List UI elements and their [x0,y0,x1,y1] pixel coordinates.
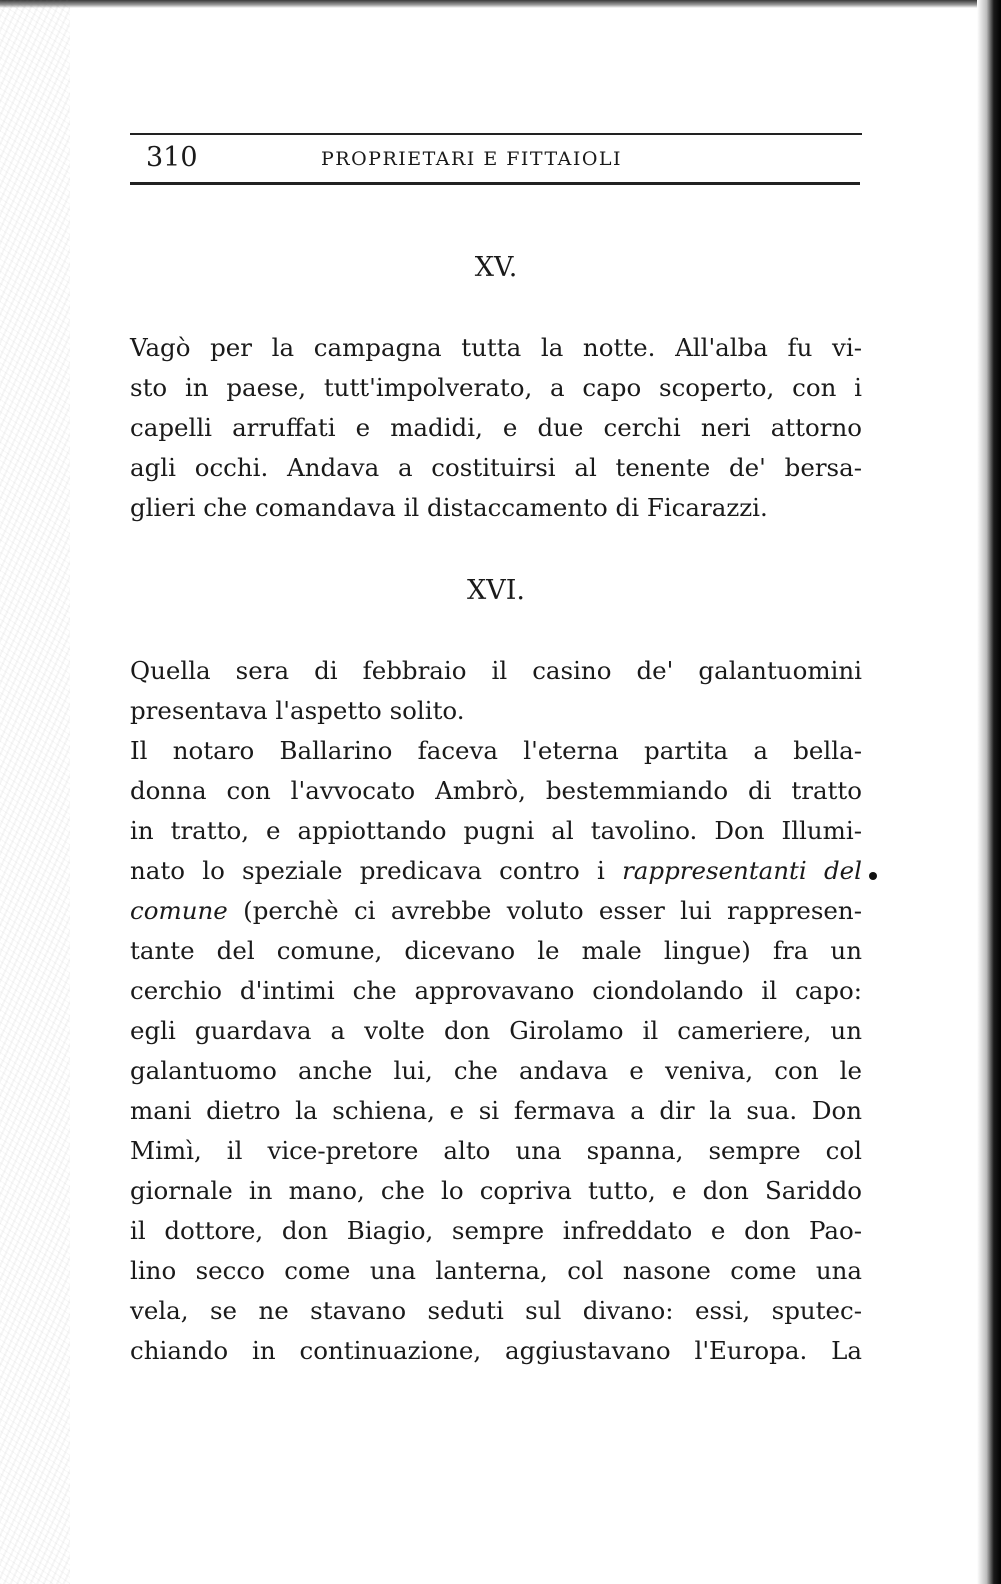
text-line: sto in paese, tutt'impolverato, a capo scoperto, con i [130,373,862,402]
text-line: in tratto, e appiottando pugni al tavolino. Don Illumi- [130,816,862,845]
text-line [130,856,862,886]
text-line [130,896,862,926]
scan-right-edge [977,0,1001,1584]
text-line: il dottore, don Biagio, sempre infreddato e don Pao- [130,1216,862,1245]
text-line: Quella sera di febbraio il casino de' galantuomini [130,656,862,685]
text-line: mani dietro la schiena, e si fermava a dir la sua. Don [130,1096,862,1125]
header-rule-bottom [130,182,860,185]
text-line: Mimì, il vice-pretore alto una spanna, sempre col [130,1136,862,1165]
italic-phrase: comune [130,896,228,925]
text-line: giornale in mano, che lo copriva tutto, e don Sariddo [130,1176,862,1205]
page-number: 310 [146,142,198,173]
text-line: cerchio d'intimi che approvavano ciondolando il capo: [130,976,862,1005]
header-rule-top [130,133,862,135]
italic-phrase: rappresentanti del [622,856,863,885]
text-fragment: (perchè ci avrebbe voluto esser lui rappresen- [243,896,862,925]
section-heading: XV. [474,252,518,283]
text-line: Vagò per la campagna tutta la notte. All'alba fu vi- [130,333,862,362]
scan-top-edge [0,0,1001,8]
scan-left-margin-noise [0,0,70,1584]
text-line: presentava l'aspetto solito. [130,696,465,725]
text-line: agli occhi. Andava a costituirsi al tenente de' bersa- [130,453,862,482]
text-line: capelli arruffati e madidi, e due cerchi neri attorno [130,413,862,442]
text-line: galantuomo anche lui, che andava e veniva, con le [130,1056,862,1085]
margin-ink-dot [869,872,877,880]
text-line: Il notaro Ballarino faceva l'eterna partita a bella- [130,736,862,765]
text-line: donna con l'avvocato Ambrò, bestemmiando di tratto [130,776,862,805]
text-line: lino secco come una lanterna, col nasone come una [130,1256,862,1285]
running-head: PROPRIETARI E FITTAIOLI [321,148,623,170]
text-fragment: nato lo speziale predicava contro i [130,856,605,885]
section-heading: XVI. [467,575,525,606]
text-line: glieri che comandava il distaccamento di Ficarazzi. [130,493,768,522]
text-line: vela, se ne stavano seduti sul divano: essi, sputec- [130,1296,862,1325]
text-line: tante del comune, dicevano le male lingue) fra un [130,936,862,965]
text-line: egli guardava a volte don Girolamo il cameriere, un [130,1016,862,1045]
text-line: chiando in continuazione, aggiustavano l'Europa. La [130,1336,862,1365]
